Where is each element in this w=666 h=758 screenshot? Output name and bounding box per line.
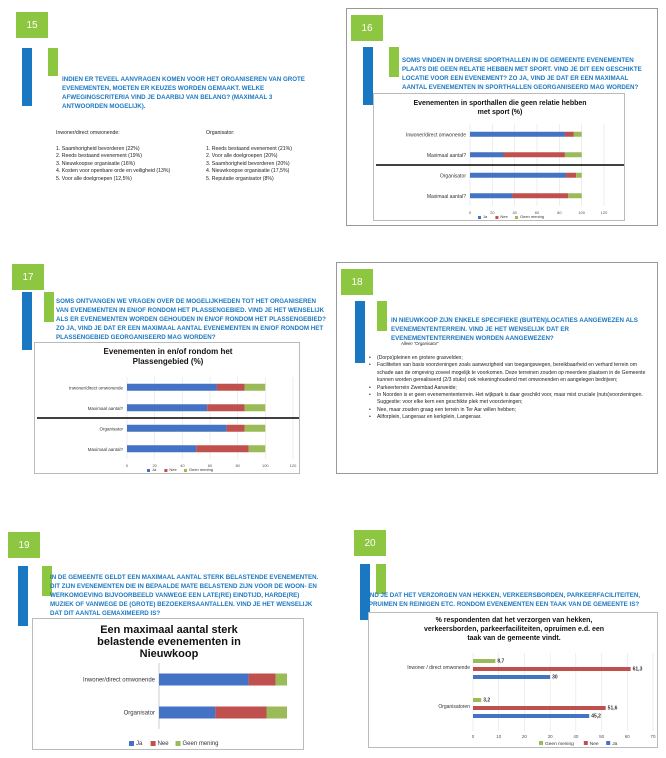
chart-plassengebied <box>34 342 300 474</box>
bar-geen-mening <box>249 445 266 452</box>
x-tick-label: 120 <box>289 463 297 468</box>
question-text: SOMS ONTVANGEN WE VRAGEN OVER DE MOGELIJKHEDEN TOT HET ORGANISEREN VAN EVENEMENTEN IN EN/OF RONDOM HET PLASSENGEBIED. VIND JE HET WENSELIJK ALS ER EVENEMENTEN WORDEN GEHOUDEN IN EN/OF RONDOM HET PLASSENGEBIED? ZO JA, VIND JE DAT ER EEN MAXIMAAL AANTAL EVENEMENTEN IN EN/OF RONDOM HET PLASSENGEBIED GEORGANISEERD MAG WORDEN? <box>56 298 326 341</box>
chart-title: met sport (%) <box>477 109 523 116</box>
bar-ja <box>127 445 196 452</box>
chart-title: Een maximaal aantal sterk <box>100 624 238 636</box>
x-tick-label: 0 <box>471 734 475 739</box>
left-list <box>56 130 191 183</box>
legend-swatch <box>539 741 543 745</box>
bar-nee <box>196 445 249 452</box>
bar-nee <box>504 152 565 157</box>
bar-geen-mening <box>275 674 287 686</box>
legend-label: Nee <box>169 467 177 472</box>
slide-number: 19 <box>8 532 40 558</box>
list-item: • (Dorps)pleinen en grotere grasvelden; <box>369 355 653 362</box>
accent-bar-green <box>389 47 399 77</box>
list-item: 3. Saamhorigheid bevorderen (20%) <box>206 160 290 167</box>
bar-ja <box>470 193 512 198</box>
slide-number: 17 <box>12 264 44 290</box>
legend-label: Nee <box>589 742 599 747</box>
bar-geen-mening <box>576 173 582 178</box>
chart-title: Plassengebied (%) <box>132 357 204 366</box>
bar-geen-mening <box>245 425 266 432</box>
question-text: IN NIEUWKOOP ZIJN ENKELE SPECIFIEKE (BUITEN)LOCATIES AANGEWEZEN ALS EVENEMENTENTERREIN. VIND JE HET WENSELIJK DAT ER EVENEMENTENTERREINEN WORDEN AANGEWEZEN? <box>391 317 638 342</box>
legend-swatch <box>584 741 588 745</box>
legend-label: Nee <box>157 741 169 747</box>
category-label: Organisatoren <box>438 704 470 710</box>
x-tick-label: 100 <box>261 463 269 468</box>
bar-nee <box>473 706 606 710</box>
accent-bar-green <box>376 564 386 594</box>
legend-swatch <box>147 469 150 472</box>
chart-title: verkeersborden, parkeerfaciliteiten, opruimen e.d. een <box>423 626 605 633</box>
chart-taak-gemeente <box>368 612 658 748</box>
slide-15 <box>8 8 326 228</box>
x-tick-label: 20 <box>152 463 157 468</box>
legend-swatch <box>184 469 187 472</box>
x-tick-label: 60 <box>624 734 630 739</box>
bar-geen-mening <box>574 132 582 137</box>
x-tick-label: 120 <box>600 210 608 215</box>
chart-title: Nieuwkoop <box>139 648 199 660</box>
x-tick-label: 0 <box>125 463 129 468</box>
category-label: Inwoner / direct omwonende <box>407 665 470 671</box>
bar-ja <box>473 714 589 718</box>
list-item: 5. Reputatie organisator (8%) <box>206 175 274 182</box>
chart-svg <box>33 619 305 751</box>
slide-19 <box>8 530 326 752</box>
legend-swatch <box>495 216 498 219</box>
list-item: 2. Reeds bestaand evenement (19%) <box>56 153 142 160</box>
legend-label: Geen mening <box>182 741 219 747</box>
category-label: Maximaal aantal? <box>426 193 466 200</box>
left-list-head: Inwoner/direct omwonende: <box>56 130 120 136</box>
question-text: VIND JE DAT HET VERZORGEN VAN HEKKEN, VERKEERSBORDEN, PARKEERFACILITEITEN, OPRUIMEN EN REINIGEN ETC. RONDOM EVENEMENTEN EEN TAAK VAN DE GEMEENTE IS? <box>364 592 641 608</box>
right-list <box>206 130 324 183</box>
chart-sporthallen <box>373 93 625 221</box>
slide-number: 20 <box>354 530 386 556</box>
data-label: 3,2 <box>483 697 491 704</box>
accent-bar-green <box>44 292 54 322</box>
x-tick-label: 10 <box>496 734 502 739</box>
slide-number: 18 <box>341 269 373 295</box>
data-label: 30 <box>552 674 558 681</box>
list-item: • Faciliteiten van basis voorzieningen zoals aanwezigheid van toegangswegen, bereikbaarheid en verhard terrein om schade aan de omgeving zoveel mogelijk te voorkomen. Deze terreinen zouden op meerdere plaatsen in de Gemeente kunnen worden gerealiseerd (2/3 stuks) ook rekeninghoudend met omwonenden en aangelegen bedrijven; <box>369 362 653 384</box>
category-label: Organisator <box>123 710 155 717</box>
legend-swatch <box>129 741 134 746</box>
slide-16 <box>346 8 658 226</box>
bar-ja <box>470 132 565 137</box>
chart-title: taak van de gemeente vindt. <box>467 635 561 642</box>
bar-geen-mening <box>568 193 581 198</box>
category-label: Organisator <box>439 173 466 180</box>
data-label: 8,7 <box>497 658 505 665</box>
bar-ja <box>159 707 215 719</box>
x-tick-label: 20 <box>521 734 527 739</box>
bar-nee <box>217 384 245 391</box>
x-tick-label: 20 <box>490 210 495 215</box>
bar-geen-mening <box>473 659 495 663</box>
category-label: Inwoner/direct omwonende <box>68 385 123 391</box>
data-label: 45,2 <box>591 713 601 720</box>
x-tick-label: 40 <box>573 734 579 739</box>
legend-label: Ja <box>612 742 618 747</box>
legend-label: Geen mening <box>545 742 574 747</box>
category-label: Inwoner/direct omwonende <box>405 132 466 139</box>
question-text: IN DE GEMEENTE GELDT EEN MAXIMAAL AANTAL STERK BELASTENDE EVENEMENTEN. DIT ZIJN EVENEMENTEN DIE IN BEPAALDE MATE BELASTEND ZIJN VOOR DE WOON- EN WERKOMGEVING BIJVOORBEELD VANWEGE EEN LATE(RE) EINDTIJD, HARDE(RE) MUZIEK OF VANWEGE DE (GROTE) BEZOEKERSAANTALLEN. VIND JE HET WENSELIJK DAT DIT AANTAL GEMAXIMEERD IS? <box>50 574 319 617</box>
data-label: 51,6 <box>607 705 618 712</box>
slide-18 <box>336 262 658 474</box>
bar-ja <box>127 384 217 391</box>
bar-geen-mening <box>473 698 481 702</box>
legend-label: Ja <box>136 741 143 747</box>
list-item: • Nee, maar zouden graag een terrein in Ter Aar willen hebben; <box>369 407 653 414</box>
category-label: Inwoner/direct omwonende <box>82 677 155 684</box>
bar-nee <box>566 173 576 178</box>
legend-label: Nee <box>500 214 508 219</box>
x-tick-label: 30 <box>547 734 553 739</box>
bar-nee <box>249 674 276 686</box>
legend-swatch <box>176 741 181 746</box>
slide-number: 16 <box>351 15 383 41</box>
bar-ja <box>470 152 504 157</box>
list-item: 3. Nieuwkoopse organisatie (16%) <box>56 160 136 167</box>
x-tick-label: 70 <box>650 734 656 739</box>
bar-nee <box>227 425 245 432</box>
bar-ja <box>473 675 550 679</box>
category-label: Maximaal aantal? <box>87 446 123 452</box>
accent-bar-blue <box>363 47 373 105</box>
accent-bar-green <box>377 301 387 331</box>
question-text: SOMS VINDEN IN DIVERSE SPORTHALLEN IN DE GEMEENTE EVENEMENTEN PLAATS DIE GEEN RELATIE HEBBEN MET SPORT. VIND JE DIT EEN GESCHIKTE LOCATIE VOOR EEN EVENEMENT? ZO JA, VIND JE DAT ER EEN MAXIMAAL AANTAL EVENEMENTEN IN SPORTHALLEN GEORGANISEERD MAG WORDEN? <box>402 57 642 91</box>
list-item: 5. Voor alle doelgroepen (12,5%) <box>56 175 132 182</box>
x-tick-label: 60 <box>207 463 213 468</box>
bar-geen-mening <box>267 707 287 719</box>
legend-swatch <box>151 741 156 746</box>
list-item: 1. Saamhorigheid bevorderen (22%) <box>56 145 140 152</box>
list-item: 1. Reeds bestaand evenement (21%) <box>206 145 292 152</box>
x-tick-label: 40 <box>180 463 185 468</box>
accent-bar-blue <box>18 566 28 626</box>
chart-title: % respondenten dat het verzorgen van hekken, <box>435 617 593 624</box>
bar-nee <box>215 707 266 719</box>
bar-geen-mening <box>245 404 266 411</box>
x-tick-label: 40 <box>512 210 517 215</box>
chart-sterk-belastend <box>32 618 304 750</box>
legend-swatch <box>478 216 481 219</box>
chart-title: Evenementen in en/of rondom het <box>103 347 233 356</box>
x-tick-label: 80 <box>557 210 562 215</box>
x-tick-label: 100 <box>578 210 586 215</box>
accent-bar-blue <box>355 301 365 363</box>
legend-swatch <box>515 216 518 219</box>
category-label: Maximaal aantal? <box>426 152 466 159</box>
bar-ja <box>127 425 227 432</box>
bar-geen-mening <box>245 384 266 391</box>
right-list-head: Organisator: <box>206 130 235 136</box>
bar-nee <box>473 667 631 671</box>
legend-label: Ja <box>152 467 157 472</box>
legend-label: Geen mening <box>520 214 545 219</box>
bar-nee <box>565 132 574 137</box>
list-item: 2. Voor alle doelgroepen (20%) <box>206 153 278 160</box>
list-item: 4. Nieuwkoopse organisatie (17,5%) <box>206 168 290 175</box>
chart-title: belastende evenementen in <box>97 636 241 648</box>
data-label: 61,3 <box>632 666 643 673</box>
legend-label: Ja <box>483 214 488 219</box>
chart-svg <box>369 613 659 749</box>
bar-nee <box>207 404 244 411</box>
category-label: Maximaal aantal? <box>87 405 123 411</box>
chart-svg <box>35 343 301 475</box>
legend-label: Geen mening <box>189 467 214 472</box>
list-item: • In Noorden is er geen evenemententerrein. Het wijkpark is daar geschikt voor, maar mist cruciale (nuts)voorzieningen. Suggestie: voor elke kern een geschikte plek met voorzieningen; <box>369 392 653 407</box>
x-tick-label: 60 <box>534 210 540 215</box>
slide-number: 15 <box>16 12 48 38</box>
x-tick-label: 80 <box>235 463 240 468</box>
legend-swatch <box>606 741 610 745</box>
list-item: 4. Kosten voor openbare orde en veiligheid (13%) <box>56 168 171 175</box>
slide-17 <box>8 262 326 480</box>
list-item: • Parkeerterrein Zwembad Aarweide; <box>369 385 653 392</box>
slide-20 <box>336 530 658 750</box>
bar-ja <box>159 674 249 686</box>
chart-svg <box>374 94 626 222</box>
list-item: • Aliforplein, Langeraar en kerkplein, Langeraar. <box>369 414 653 421</box>
subnote: Alleen "Organisator" <box>401 341 439 346</box>
answer-list <box>369 355 653 421</box>
accent-bar-blue <box>22 48 32 106</box>
accent-bar-blue <box>22 292 32 350</box>
accent-bar-green <box>48 48 58 76</box>
bar-ja <box>127 404 207 411</box>
bar-geen-mening <box>565 152 582 157</box>
bar-ja <box>470 173 566 178</box>
bar-nee <box>512 193 568 198</box>
x-tick-label: 0 <box>468 210 472 215</box>
chart-title: Evenementen in sporthallen die geen relatie hebben <box>413 100 587 107</box>
question-text: INDIEN ER TEVEEL AANVRAGEN KOMEN VOOR HET ORGANISEREN VAN GROTE EVENEMENTEN, MOETEN ER KEUZES WORDEN GEMAAKT. WELKE AFWEGINGSCRITERIA VIND JE DAARBIJ VAN BELANG? (MAXIMAAL 3 ANTWOORDEN MOGELIJK). <box>62 76 305 110</box>
x-tick-label: 50 <box>599 734 605 739</box>
legend-swatch <box>164 469 167 472</box>
category-label: Organisator <box>99 426 123 432</box>
